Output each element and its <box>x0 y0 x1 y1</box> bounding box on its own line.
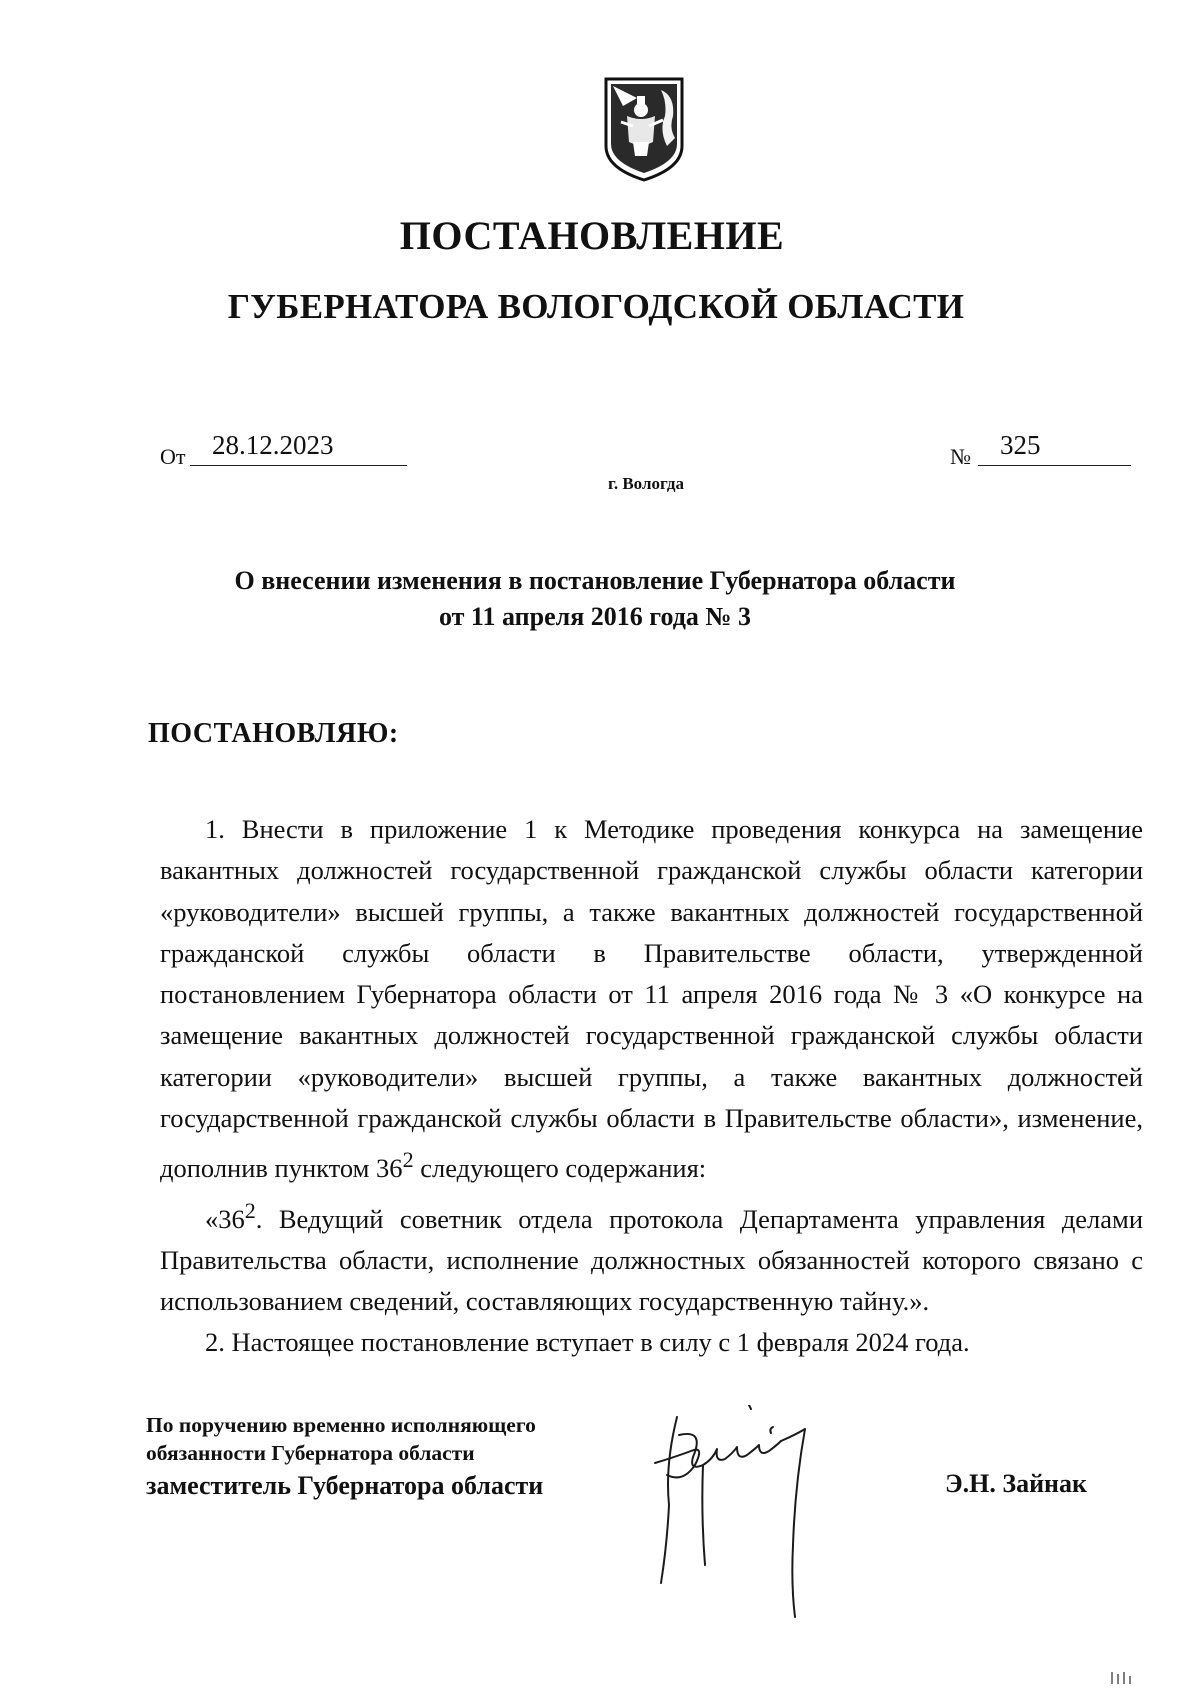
signatory-line-3: заместитель Губернатора области <box>146 1471 544 1500</box>
document-number: 325 <box>978 425 1131 466</box>
document-subtitle: ГУБЕРНАТОРА ВОЛОГОДСКОЙ ОБЛАСТИ <box>227 287 965 326</box>
paragraph-1 <box>160 809 1143 1190</box>
resolves-heading: ПОСТАНОВЛЯЮ: <box>148 718 399 749</box>
date-prefix: От <box>160 444 186 469</box>
paragraph-1-tail: следующего содержания: <box>413 1153 707 1184</box>
document-subject <box>0 563 1195 635</box>
document-title: ПОСТАНОВЛЕНИЕ <box>399 213 785 258</box>
number-prefix: № <box>950 444 971 469</box>
paragraph-2-superscript: 2 <box>244 1197 256 1223</box>
paragraph-2-start: «36 <box>205 1203 245 1234</box>
paragraph-3: 2. Настоящее постановление вступает в силу с 1 февраля 2024 года. <box>205 1327 970 1358</box>
handwritten-signature <box>645 1405 855 1620</box>
paragraph-1-superscript: 2 <box>402 1147 414 1173</box>
subject-line-1: О внесении изменения в постановление Губернатора области <box>234 566 956 595</box>
city-label: г. Вологда <box>608 474 684 493</box>
paragraph-2 <box>160 1190 1143 1323</box>
paragraph-2-text: . Ведущий советник отдела протокола Департамента управления делами Правительства области, исполнение должностных обязанностей которого связано с использованием сведений, составляющих государственную тайну.». <box>160 1203 1143 1316</box>
subject-line-2: от 11 апреля 2016 года № 3 <box>439 602 751 631</box>
coat-of-arms-emblem <box>603 76 685 184</box>
signatory-line-2: обязанности Губернатора области <box>146 1441 475 1465</box>
scan-marks-decoration <box>1108 1670 1138 1684</box>
document-body <box>160 809 1143 1364</box>
signatory-name: Э.Н. Зайнак <box>945 1469 1088 1498</box>
document-date: 28.12.2023 <box>190 425 407 466</box>
paragraph-1-text: 1. Внести в приложение 1 к Методике проведения конкурса на замещение вакантных должностей государственной гражданской службы области категории «руководители» высшей группы, а также вакантных должностей государственной гражданской службы области в Правительстве области, утвержденной постановлением Губернатора области от 11 апреля 2016 года № 3 «О конкурсе на замещение вакантных должностей государственной гражданской службы области категории «руководители» высшей группы, а также вакантных должностей государственной гражданской службы области в Правительстве области», изменение, дополнив пунктом 36 <box>160 814 1143 1184</box>
signatory-line-1: По поручению временно исполняющего <box>146 1413 536 1437</box>
signatory-position <box>146 1411 543 1505</box>
